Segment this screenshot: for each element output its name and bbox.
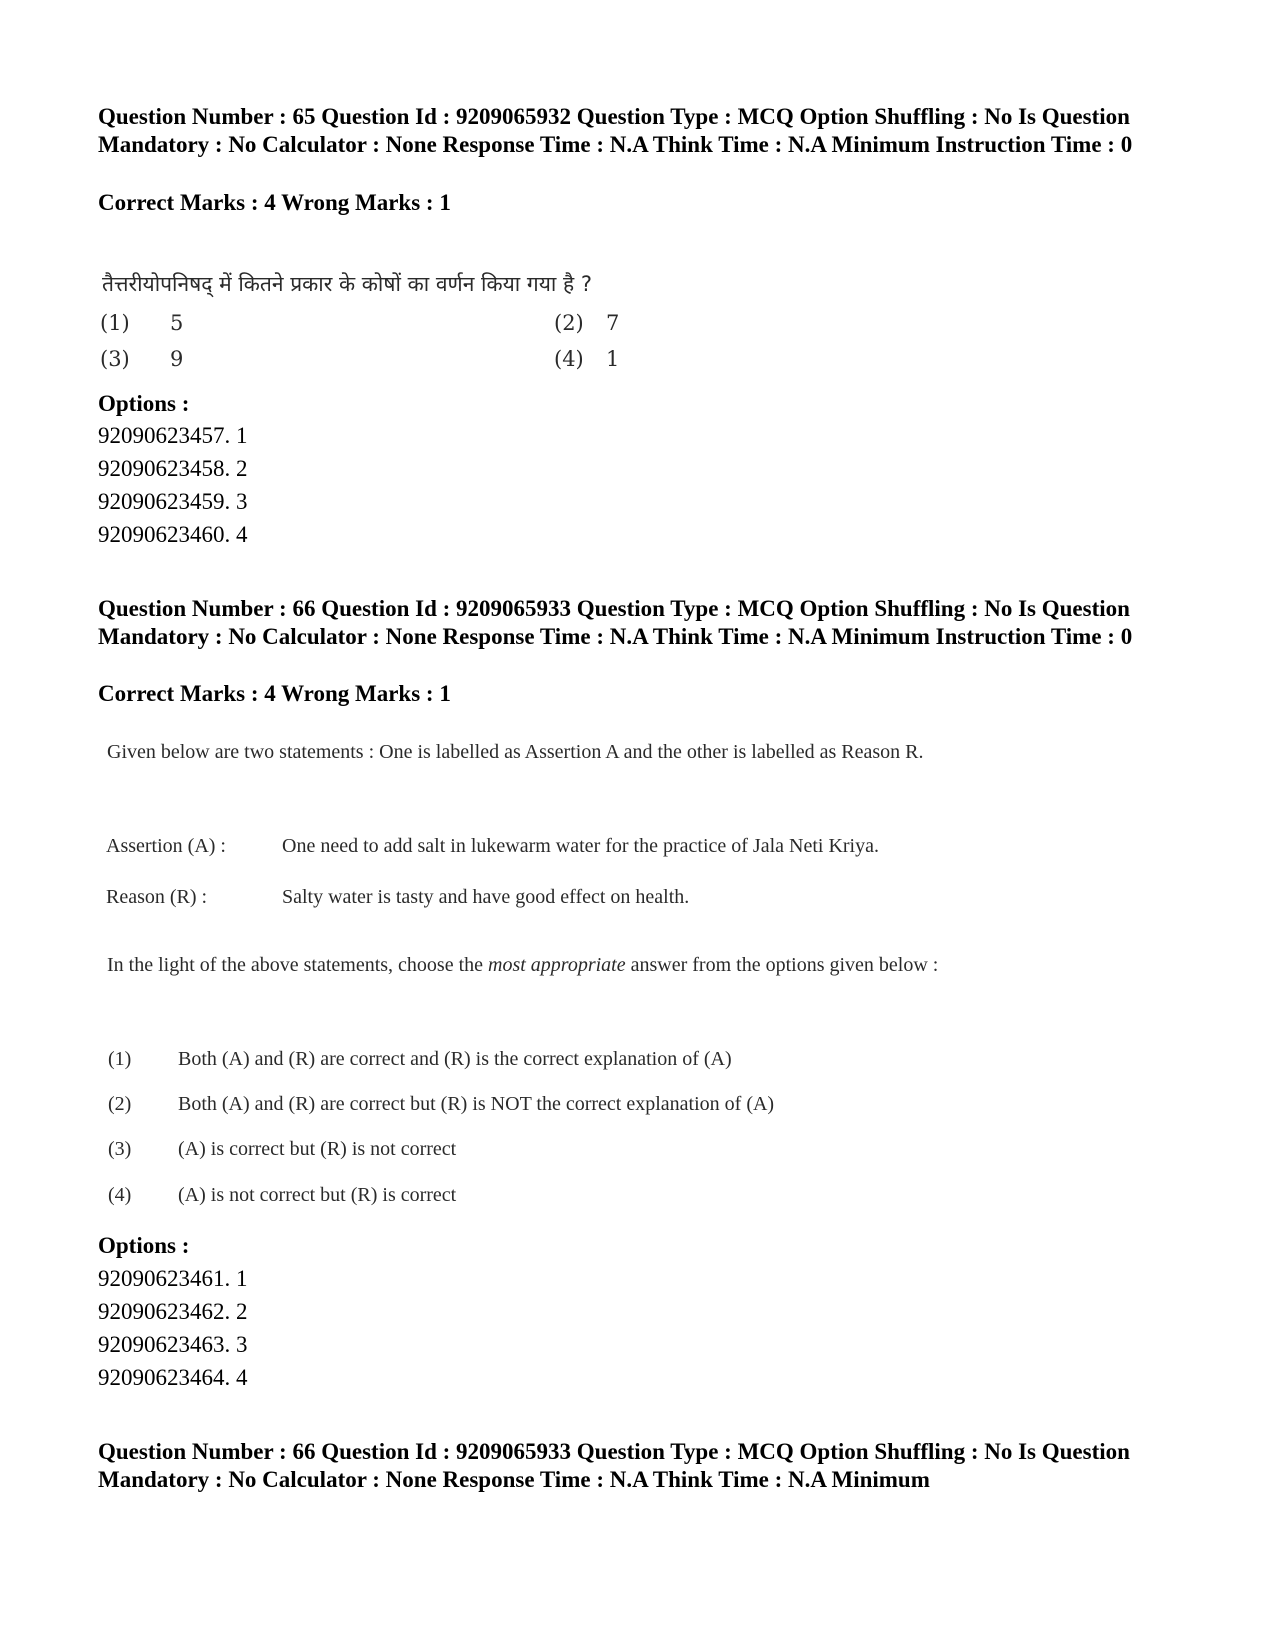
question-66-instruction xyxy=(107,947,1007,984)
choice-text: 7 xyxy=(606,311,620,335)
question-65-choice-4 xyxy=(554,347,619,371)
question-66-marks: Correct Marks : 4 Wrong Marks : 1 xyxy=(98,681,451,706)
question-67-header: Question Number : 66 Question Id : 9209065933 Question Type : MCQ Option Shuffling : No Is Question Mandatory : No Calculator : None Response Time : N.A Think Time : N.A Minimum xyxy=(98,1439,1130,1492)
reason-row xyxy=(106,886,689,909)
reason-label: Reason (R) : xyxy=(106,886,208,908)
option-code: 92090623458. 2 xyxy=(98,456,248,481)
choice-text: 5 xyxy=(170,311,184,335)
choice-number: (1) xyxy=(108,1048,132,1070)
instruction-emphasis: most appropriate xyxy=(488,954,626,976)
assertion-row xyxy=(106,835,879,858)
question-66-choice-4 xyxy=(108,1184,456,1207)
question-66-intro: Given below are two statements : One is labelled as Assertion A and the other is labelled as Reason R. xyxy=(107,741,924,763)
question-66-header: Question Number : 66 Question Id : 9209065933 Question Type : MCQ Option Shuffling : No Is Question Mandatory : No Calculator : None Response Time : N.A Think Time : N.A Minimum Instruction Time : 0 xyxy=(98,596,1133,649)
choice-text: (A) is not correct but (R) is correct xyxy=(178,1184,457,1206)
assertion-label: Assertion (A) : xyxy=(106,835,226,857)
choice-text: Both (A) and (R) are correct but (R) is NOT the correct explanation of (A) xyxy=(178,1093,775,1115)
reason-text: Salty water is tasty and have good effect on health. xyxy=(282,886,690,908)
option-code: 92090623460. 4 xyxy=(98,522,248,547)
choice-number: (4) xyxy=(554,347,584,371)
choice-text: Both (A) and (R) are correct and (R) is the correct explanation of (A) xyxy=(178,1048,732,1070)
question-65-choice-2 xyxy=(554,311,619,335)
choice-number: (4) xyxy=(108,1184,132,1206)
instruction-after: answer from the options given below : xyxy=(630,954,939,976)
choice-text: (A) is correct but (R) is not correct xyxy=(178,1138,457,1160)
option-code: 92090623459. 3 xyxy=(98,489,248,514)
question-66-choice-1 xyxy=(108,1048,732,1071)
question-65-options-heading: Options : xyxy=(98,391,190,416)
question-66-options-heading: Options : xyxy=(98,1233,190,1258)
option-code: 92090623462. 2 xyxy=(98,1299,248,1324)
choice-text: 1 xyxy=(606,347,620,371)
question-66-choice-2 xyxy=(108,1093,774,1116)
assertion-text: One need to add salt in lukewarm water for the practice of Jala Neti Kriya. xyxy=(282,835,879,857)
question-65-choice-1 xyxy=(100,311,183,335)
choice-number: (3) xyxy=(100,347,130,371)
choice-number: (2) xyxy=(108,1093,132,1115)
instruction-before: In the light of the above statements, choose the xyxy=(107,954,484,976)
option-code: 92090623461. 1 xyxy=(98,1266,248,1291)
option-code: 92090623457. 1 xyxy=(98,423,248,448)
question-65-header: Question Number : 65 Question Id : 9209065932 Question Type : MCQ Option Shuffling : No Is Question Mandatory : No Calculator : None Response Time : N.A Think Time : N.A Minimum Instruction Time : 0 xyxy=(98,104,1133,157)
question-65-choice-3 xyxy=(100,347,183,371)
choice-text: 9 xyxy=(170,347,184,371)
question-65-text: तैत्तरीयोपनिषद् में कितने प्रकार के कोषों का वर्णन किया गया है ? xyxy=(102,272,592,296)
question-66-choice-3 xyxy=(108,1138,456,1161)
choice-number: (1) xyxy=(100,311,130,335)
choice-number: (3) xyxy=(108,1138,132,1160)
option-code: 92090623463. 3 xyxy=(98,1332,248,1357)
choice-number: (2) xyxy=(554,311,584,335)
option-code: 92090623464. 4 xyxy=(98,1365,248,1390)
question-65-marks: Correct Marks : 4 Wrong Marks : 1 xyxy=(98,190,451,215)
